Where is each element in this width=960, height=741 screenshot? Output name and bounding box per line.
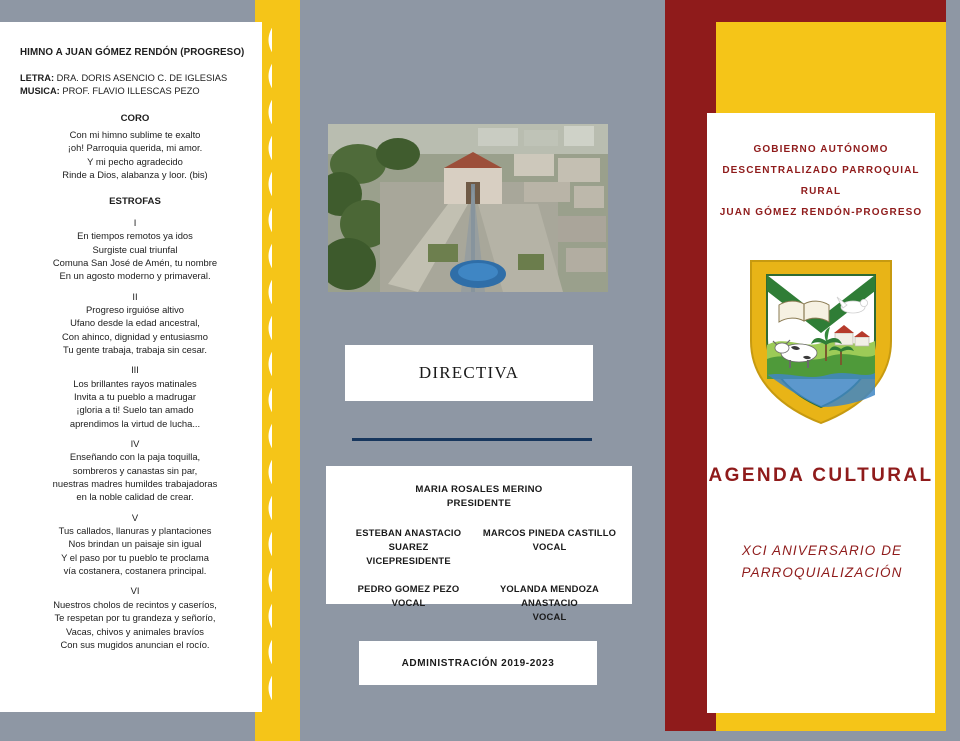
member-name: PEDRO GOMEZ PEZO — [357, 583, 460, 595]
coro-heading: CORO — [120, 113, 150, 125]
member-name: MARCOS PINEDA CASTILLO — [482, 526, 617, 538]
member-name: ESTEBAN ANASTACIO SUAREZ — [355, 526, 462, 552]
hymn-card — [0, 22, 272, 712]
member-entry — [338, 582, 479, 624]
member-name: YOLANDA MENDOZA ANASTACIO — [499, 583, 599, 609]
cover-header-line-2: DESCENTRALIZADO PARROQUIAL RURAL — [722, 165, 920, 197]
verse-line: sombreros y canastas sin par, — [72, 464, 198, 476]
member-role: VOCAL — [532, 611, 567, 623]
letra-label: LETRA: — [20, 72, 55, 83]
cover-header-line-3: JUAN GÓMEZ RENDÓN-PROGRESO — [719, 207, 923, 218]
president-role: PRESIDENTE — [446, 498, 512, 510]
verse-line: Surgiste cual triunfal — [92, 243, 178, 255]
hymn-content — [20, 46, 250, 651]
directiva-heading: DIRECTIVA — [418, 363, 520, 382]
verse-line: ¡gloria a ti! Suelo tan amado — [76, 404, 194, 416]
verse-line: Nos brindan un paisaje sin igual — [68, 538, 202, 550]
member-entry — [338, 526, 479, 568]
verse-line: Y el paso por tu pueblo te proclama — [61, 551, 209, 563]
verse-line: Los brillantes rayos matinales — [73, 377, 197, 389]
section-divider — [352, 438, 592, 441]
estrofas-heading: ESTROFAS — [109, 196, 161, 208]
members-row-1 — [326, 526, 632, 568]
left-panel — [0, 0, 300, 741]
musica-value: PROF. FLAVIO ILLESCAS PEZO — [59, 86, 200, 97]
estrofa-numeral: I — [133, 216, 137, 228]
verse-line: Te respetan por tu grandeza y señorío, — [54, 612, 216, 624]
verse-line: Y mi pecho agradecido — [87, 155, 183, 167]
verse-line: Invita a tu pueblo a madrugar — [74, 391, 196, 402]
members-row-2 — [326, 582, 632, 624]
musica-label: MUSICA: — [20, 86, 60, 97]
administration-label: ADMINISTRACIÓN 2019-2023 — [401, 657, 555, 669]
wavy-edge-decoration — [262, 22, 276, 712]
hymn-lyrics-credit — [20, 72, 250, 85]
verse-line: Enseñando con la paja toquilla, — [69, 451, 201, 463]
verse-line: Con mi himno sublime te exalto — [69, 128, 201, 140]
cover-subtitle-line-2: PARROQUIALIZACIÓN — [741, 565, 903, 581]
member-role: VOCAL — [391, 597, 426, 609]
verse-line: Comuna San José de Amén, tu nombre — [52, 256, 218, 268]
verse-line: Tus callados, llanuras y plantaciones — [58, 525, 212, 537]
verse-line: Nuestros cholos de recintos y caseríos, — [53, 598, 217, 610]
verse-line: En un agosto moderno y primaveral. — [59, 270, 211, 282]
verse-line: aprendimos la virtud de lucha... — [69, 417, 201, 429]
estrofa-numeral: III — [131, 364, 139, 376]
estrofa-1 — [20, 216, 250, 283]
member-role: VOCAL — [532, 540, 567, 552]
estrofa-numeral: VI — [130, 585, 140, 597]
verse-line: en la noble calidad de crear. — [76, 491, 194, 503]
verse-line: Tu gente trabaja, trabaja sin cesar. — [62, 343, 207, 355]
directiva-members-box — [326, 466, 632, 623]
estrofa-2 — [20, 290, 250, 357]
estrofa-3 — [20, 363, 250, 430]
cover-subtitle — [716, 540, 928, 585]
member-entry — [479, 582, 620, 624]
coro-block — [20, 128, 250, 181]
member-role: VICEPRESIDENTE — [366, 555, 451, 566]
president-entry — [326, 483, 632, 512]
estrofa-numeral: V — [131, 511, 139, 523]
verse-line: vía costanera, costanera principal. — [63, 565, 207, 577]
verse-line: nuestras madres humildes trabajadoras — [52, 478, 218, 490]
verse-line: Con ahinco, dignidad y entusiasmo — [62, 330, 208, 342]
verse-line: Rinde a Dios, alabanza y loor. (bis) — [62, 168, 208, 180]
president-name: MARIA ROSALES MERINO — [415, 484, 543, 495]
parish-coat-of-arms — [707, 245, 935, 430]
directiva-title-box — [345, 345, 593, 401]
verse-line: Progreso irguióse altivo — [86, 303, 184, 315]
aerial-photo-church-plaza — [328, 124, 608, 292]
estrofa-numeral: IV — [130, 438, 140, 450]
estrofa-numeral: II — [132, 290, 138, 302]
administration-box — [359, 641, 597, 685]
estrofa-5 — [20, 511, 250, 578]
hymn-music-credit — [20, 85, 250, 98]
letra-value: DRA. DORIS ASENCIO C. DE IGLESIAS — [54, 72, 228, 83]
hymn-title: HIMNO A JUAN GÓMEZ RENDÓN (PROGRESO) — [20, 47, 245, 58]
estrofa-4 — [20, 437, 250, 504]
verse-line: Con sus mugidos anuncian el rocío. — [60, 638, 210, 650]
cover-title: AGENDA CULTURAL — [708, 465, 934, 486]
verse-line: En tiempos remotos ya idos — [77, 230, 193, 242]
cover-header — [707, 139, 935, 223]
verse-line: ¡oh! Parroquia querida, mi amor. — [67, 142, 203, 154]
cover-maroon-top-band — [665, 0, 946, 22]
cover-subtitle-line-1: XCI ANIVERSARIO DE — [741, 543, 903, 558]
verse-line: Vacas, chivos y animales bravíos — [66, 625, 204, 637]
member-entry — [479, 526, 620, 568]
estrofa-6 — [20, 584, 250, 651]
verse-line: Ufano desde la edad ancestral, — [70, 317, 200, 329]
cover-header-line-1: GOBIERNO AUTÓNOMO — [753, 144, 889, 155]
